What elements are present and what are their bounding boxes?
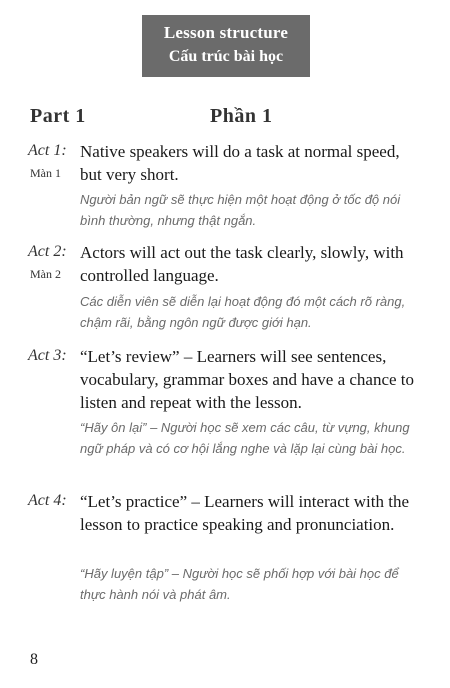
- part-heading-vi: Phần 1: [210, 105, 273, 127]
- act-3-label: Act 3:: [28, 347, 67, 364]
- act-3-text: “Let’s review” – Learners will see sentences, vocabulary, grammar boxes and have a chance to listen and repeat with the lesson.: [80, 347, 415, 412]
- page-number: 8: [30, 651, 38, 668]
- act-1-translation: Người bản ngữ sẽ thực hiện một hoạt động ở tốc độ nói bình thường, nhưng thật ngắn.: [80, 192, 401, 228]
- lesson-structure-header: [142, 15, 310, 77]
- act-4-translation: “Hãy luyện tập” – Người học sẽ phối hợp với bài học để thực hành nói và phát âm.: [80, 566, 399, 602]
- act-3-translation: “Hãy ôn lại” – Người học sẽ xem các câu, từ vựng, khung ngữ pháp và có cơ hội lắng nghe và lặp lại cùng bài học.: [80, 420, 410, 456]
- act-2-label: Act 2:: [28, 243, 67, 260]
- act-4-label: Act 4:: [28, 492, 67, 509]
- act-1-label: Act 1:: [28, 142, 67, 159]
- header-subtitle: Cấu trúc bài học: [168, 48, 284, 65]
- act-2-translation: Các diễn viên sẽ diễn lại hoạt động đó một cách rõ ràng, chậm rãi, bằng ngôn ngữ được giới hạn.: [80, 294, 406, 330]
- act-1-text: Native speakers will do a task at normal speed, but very short.: [80, 142, 400, 184]
- act-1-sublabel: Màn 1: [30, 166, 61, 180]
- act-2-text: Actors will act out the task clearly, slowly, with controlled language.: [80, 243, 404, 285]
- header-title: Lesson structure: [163, 23, 289, 42]
- part-heading-en: Part 1: [30, 105, 86, 127]
- act-2-sublabel: Màn 2: [30, 267, 61, 281]
- act-4-text: “Let’s practice” – Learners will interact with the lesson to practice speaking and pronunciation.: [80, 492, 409, 534]
